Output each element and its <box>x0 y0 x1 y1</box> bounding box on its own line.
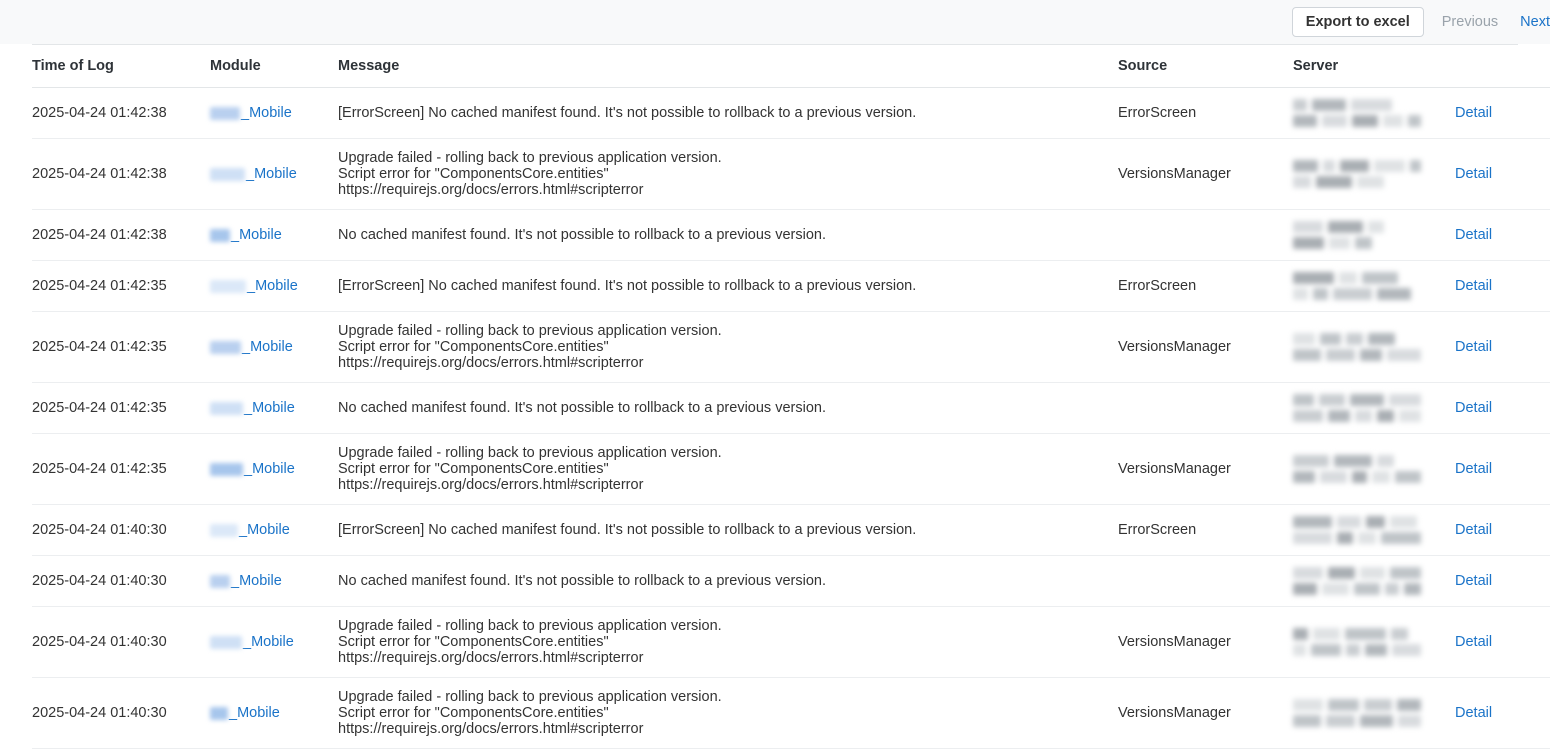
cell-source: VersionsManager <box>1118 678 1293 749</box>
message-line: Script error for "ComponentsCore.entities" <box>338 705 609 721</box>
table-row <box>32 556 1550 607</box>
redacted-server-line <box>1293 272 1421 284</box>
message-line: https://requirejs.org/docs/errors.html#scripterror <box>338 355 644 371</box>
message-line: No cached manifest found. It's not possible to rollback to a previous version. <box>338 573 826 589</box>
log-table-body <box>32 88 1550 749</box>
redacted-block <box>1339 272 1357 284</box>
redacted-module-prefix <box>210 107 240 120</box>
cell-detail <box>1455 383 1550 434</box>
cell-source: ErrorScreen <box>1118 88 1293 139</box>
redacted-block <box>1293 471 1315 483</box>
redacted-server-value <box>1293 221 1421 249</box>
redacted-block <box>1398 715 1421 727</box>
cell-message <box>338 505 1118 556</box>
cell-module <box>210 556 338 607</box>
redacted-server-line <box>1293 99 1421 111</box>
redacted-block <box>1354 583 1380 595</box>
redacted-server-value <box>1293 628 1421 656</box>
detail-link[interactable]: Detail <box>1455 634 1493 650</box>
redacted-module-prefix <box>210 524 238 537</box>
redacted-block <box>1293 99 1307 111</box>
redacted-block <box>1293 115 1317 127</box>
redacted-server-value <box>1293 455 1421 483</box>
column-header-module: Module <box>210 45 338 88</box>
redacted-server-line <box>1293 471 1421 483</box>
cell-message <box>338 312 1118 383</box>
cell-detail <box>1455 312 1550 383</box>
cell-message <box>338 556 1118 607</box>
cell-server <box>1293 607 1455 678</box>
redacted-block <box>1355 410 1371 422</box>
module-name-label[interactable]: _Mobile <box>243 634 294 650</box>
redacted-server-line <box>1293 516 1421 528</box>
cell-source: VersionsManager <box>1118 607 1293 678</box>
cell-detail <box>1455 505 1550 556</box>
redacted-block <box>1293 699 1323 711</box>
redacted-block <box>1293 288 1308 300</box>
redacted-module-prefix <box>210 168 245 181</box>
cell-source: VersionsManager <box>1118 139 1293 210</box>
module-link[interactable] <box>210 339 332 355</box>
cell-module <box>210 261 338 312</box>
cell-message <box>338 434 1118 505</box>
cell-module <box>210 383 338 434</box>
pagination <box>1442 14 1550 30</box>
table-row <box>32 261 1550 312</box>
redacted-block <box>1360 567 1385 579</box>
redacted-module-prefix <box>210 402 243 415</box>
cell-module <box>210 210 338 261</box>
redacted-server-line <box>1293 410 1421 422</box>
cell-message <box>338 261 1118 312</box>
redacted-module-prefix <box>210 707 228 720</box>
cell-time-of-log: 2025-04-24 01:42:38 <box>32 88 210 139</box>
redacted-block <box>1395 471 1421 483</box>
redacted-block <box>1383 115 1403 127</box>
redacted-block <box>1350 394 1384 406</box>
redacted-block <box>1293 715 1321 727</box>
cell-time-of-log: 2025-04-24 01:42:35 <box>32 261 210 312</box>
cell-source <box>1118 210 1293 261</box>
redacted-block <box>1360 349 1382 361</box>
cell-module <box>210 312 338 383</box>
module-name-label[interactable]: _Mobile <box>231 227 282 243</box>
cell-detail <box>1455 88 1550 139</box>
redacted-server-line <box>1293 221 1421 233</box>
table-row <box>32 505 1550 556</box>
message-line: Script error for "ComponentsCore.entities" <box>338 634 609 650</box>
redacted-module-prefix <box>210 636 242 649</box>
redacted-block <box>1390 567 1421 579</box>
message-line: https://requirejs.org/docs/errors.html#scripterror <box>338 182 644 198</box>
cell-message <box>338 607 1118 678</box>
redacted-block <box>1372 471 1390 483</box>
redacted-block <box>1365 644 1388 656</box>
module-link[interactable] <box>210 461 332 477</box>
redacted-block <box>1340 160 1369 172</box>
redacted-block <box>1390 516 1417 528</box>
cell-module <box>210 505 338 556</box>
redacted-block <box>1313 288 1328 300</box>
redacted-block <box>1293 272 1334 284</box>
detail-link[interactable]: Detail <box>1455 522 1493 538</box>
redacted-server-value <box>1293 567 1421 595</box>
redacted-block <box>1346 333 1363 345</box>
detail-link[interactable]: Detail <box>1455 227 1493 243</box>
redacted-server-line <box>1293 160 1421 172</box>
cell-time-of-log: 2025-04-24 01:42:38 <box>32 139 210 210</box>
redacted-block <box>1293 176 1311 188</box>
redacted-block <box>1326 715 1354 727</box>
redacted-block <box>1329 237 1350 249</box>
cell-detail <box>1455 556 1550 607</box>
cell-time-of-log: 2025-04-24 01:40:30 <box>32 607 210 678</box>
module-link[interactable] <box>210 573 332 589</box>
column-header-source: Source <box>1118 45 1293 88</box>
redacted-block <box>1293 160 1318 172</box>
module-name-label[interactable]: _Mobile <box>229 705 280 721</box>
column-header-time-of-log: Time of Log <box>32 45 210 88</box>
module-link[interactable] <box>210 227 332 243</box>
module-name-label[interactable]: _Mobile <box>244 400 295 416</box>
message-line: No cached manifest found. It's not possible to rollback to a previous version. <box>338 400 826 416</box>
module-link[interactable] <box>210 522 332 538</box>
cell-time-of-log: 2025-04-24 01:42:35 <box>32 434 210 505</box>
redacted-block <box>1377 410 1394 422</box>
redacted-block <box>1316 176 1352 188</box>
redacted-block <box>1377 288 1411 300</box>
redacted-server-line <box>1293 115 1421 127</box>
redacted-server-line <box>1293 455 1421 467</box>
cell-detail <box>1455 678 1550 749</box>
redacted-block <box>1381 532 1421 544</box>
detail-link[interactable]: Detail <box>1455 166 1493 182</box>
redacted-block <box>1333 288 1372 300</box>
message-line: Upgrade failed - rolling back to previous application version. <box>338 150 722 166</box>
detail-link[interactable]: Detail <box>1455 461 1493 477</box>
module-name-label[interactable]: _Mobile <box>246 166 297 182</box>
message-line: [ErrorScreen] No cached manifest found. It's not possible to rollback to a previous version. <box>338 522 917 538</box>
redacted-block <box>1320 471 1347 483</box>
redacted-block <box>1293 532 1332 544</box>
redacted-block <box>1410 160 1421 172</box>
cell-detail <box>1455 434 1550 505</box>
cell-module <box>210 139 338 210</box>
cell-message <box>338 210 1118 261</box>
redacted-module-prefix <box>210 229 230 242</box>
redacted-block <box>1387 349 1421 361</box>
redacted-block <box>1319 394 1345 406</box>
message-line: Upgrade failed - rolling back to previous application version. <box>338 445 722 461</box>
redacted-server-line <box>1293 288 1421 300</box>
table-row <box>32 210 1550 261</box>
module-link[interactable] <box>210 166 332 182</box>
cell-server <box>1293 312 1455 383</box>
redacted-server-value <box>1293 272 1421 300</box>
redacted-module-prefix <box>210 463 243 476</box>
redacted-block <box>1364 699 1392 711</box>
redacted-block <box>1293 394 1314 406</box>
module-name-label[interactable]: _Mobile <box>247 278 298 294</box>
redacted-block <box>1374 160 1405 172</box>
redacted-block <box>1377 455 1394 467</box>
redacted-block <box>1357 176 1384 188</box>
cell-source: ErrorScreen <box>1118 505 1293 556</box>
module-name-label[interactable]: _Mobile <box>239 522 290 538</box>
redacted-module-prefix <box>210 280 246 293</box>
redacted-server-line <box>1293 583 1421 595</box>
redacted-server-line <box>1293 699 1421 711</box>
module-name-label[interactable]: _Mobile <box>231 573 282 589</box>
module-name-label[interactable]: _Mobile <box>244 461 295 477</box>
redacted-server-value <box>1293 99 1421 127</box>
cell-server <box>1293 383 1455 434</box>
redacted-block <box>1293 628 1308 640</box>
message-line: https://requirejs.org/docs/errors.html#scripterror <box>338 721 644 737</box>
message-line: https://requirejs.org/docs/errors.html#scripterror <box>338 477 644 493</box>
redacted-block <box>1352 115 1378 127</box>
redacted-block <box>1328 221 1363 233</box>
redacted-module-prefix <box>210 341 241 354</box>
detail-link[interactable]: Detail <box>1455 573 1493 589</box>
module-name-label[interactable]: _Mobile <box>242 339 293 355</box>
cell-server <box>1293 678 1455 749</box>
log-table-container <box>32 44 1518 749</box>
column-header-message: Message <box>338 45 1118 88</box>
redacted-block <box>1392 644 1421 656</box>
message-line: https://requirejs.org/docs/errors.html#scripterror <box>338 650 644 666</box>
cell-server <box>1293 88 1455 139</box>
message-line: Script error for "ComponentsCore.entities" <box>338 461 609 477</box>
cell-time-of-log: 2025-04-24 01:40:30 <box>32 556 210 607</box>
detail-link[interactable]: Detail <box>1455 400 1493 416</box>
redacted-block <box>1328 410 1350 422</box>
detail-link[interactable]: Detail <box>1455 105 1493 121</box>
toolbar <box>0 0 1550 44</box>
message-line: Upgrade failed - rolling back to previous application version. <box>338 323 722 339</box>
table-row <box>32 678 1550 749</box>
redacted-server-line <box>1293 644 1421 656</box>
redacted-block <box>1293 583 1317 595</box>
redacted-block <box>1293 567 1323 579</box>
table-row <box>32 88 1550 139</box>
redacted-block <box>1351 99 1392 111</box>
cell-server <box>1293 261 1455 312</box>
redacted-server-value <box>1293 160 1421 188</box>
redacted-block <box>1311 644 1341 656</box>
redacted-block <box>1293 455 1329 467</box>
redacted-server-line <box>1293 532 1421 544</box>
cell-time-of-log: 2025-04-24 01:42:35 <box>32 383 210 434</box>
cell-detail <box>1455 261 1550 312</box>
cell-module <box>210 678 338 749</box>
cell-server <box>1293 210 1455 261</box>
redacted-server-value <box>1293 333 1421 361</box>
next-page-link[interactable]: Next <box>1520 14 1550 30</box>
log-table <box>32 45 1550 749</box>
export-to-excel-button[interactable]: Export to excel <box>1292 7 1424 38</box>
redacted-block <box>1337 532 1353 544</box>
redacted-block <box>1385 583 1399 595</box>
cell-time-of-log: 2025-04-24 01:42:38 <box>32 210 210 261</box>
redacted-block <box>1360 715 1393 727</box>
cell-source <box>1118 556 1293 607</box>
redacted-block <box>1346 644 1359 656</box>
message-line: Script error for "ComponentsCore.entities" <box>338 339 609 355</box>
redacted-block <box>1391 628 1408 640</box>
message-line: No cached manifest found. It's not possible to rollback to a previous version. <box>338 227 826 243</box>
cell-message <box>338 678 1118 749</box>
redacted-block <box>1293 349 1321 361</box>
redacted-block <box>1293 237 1324 249</box>
table-row <box>32 607 1550 678</box>
module-link[interactable] <box>210 105 332 121</box>
previous-page-link[interactable]: Previous <box>1441 14 1499 30</box>
cell-time-of-log: 2025-04-24 01:40:30 <box>32 505 210 556</box>
detail-link[interactable]: Detail <box>1455 278 1493 294</box>
column-header-actions <box>1455 45 1550 88</box>
redacted-server-value <box>1293 516 1421 544</box>
redacted-block <box>1293 221 1323 233</box>
cell-message <box>338 88 1118 139</box>
message-line: [ErrorScreen] No cached manifest found. It's not possible to rollback to a previous version. <box>338 278 917 294</box>
cell-module <box>210 434 338 505</box>
redacted-block <box>1323 160 1335 172</box>
cell-server <box>1293 505 1455 556</box>
cell-server <box>1293 556 1455 607</box>
redacted-block <box>1328 567 1355 579</box>
redacted-block <box>1366 516 1385 528</box>
redacted-block <box>1404 583 1421 595</box>
redacted-server-line <box>1293 394 1421 406</box>
module-name-label[interactable]: _Mobile <box>241 105 292 121</box>
redacted-server-value <box>1293 394 1421 422</box>
cell-message <box>338 139 1118 210</box>
message-line: [ErrorScreen] No cached manifest found. It's not possible to rollback to a previous version. <box>338 105 917 121</box>
redacted-block <box>1352 471 1367 483</box>
detail-link[interactable]: Detail <box>1455 705 1493 721</box>
redacted-block <box>1368 221 1384 233</box>
redacted-server-line <box>1293 237 1421 249</box>
log-table-head <box>32 45 1550 88</box>
redacted-server-value <box>1293 699 1421 727</box>
redacted-block <box>1293 516 1332 528</box>
module-link[interactable] <box>210 705 332 721</box>
cell-server <box>1293 139 1455 210</box>
redacted-block <box>1399 410 1421 422</box>
redacted-block <box>1358 532 1377 544</box>
message-line: Upgrade failed - rolling back to previous application version. <box>338 618 722 634</box>
message-line: Upgrade failed - rolling back to previous application version. <box>338 689 722 705</box>
redacted-block <box>1320 333 1341 345</box>
cell-detail <box>1455 607 1550 678</box>
cell-message <box>338 383 1118 434</box>
redacted-block <box>1322 115 1348 127</box>
cell-source <box>1118 383 1293 434</box>
table-row <box>32 383 1550 434</box>
redacted-server-line <box>1293 349 1421 361</box>
cell-time-of-log: 2025-04-24 01:40:30 <box>32 678 210 749</box>
redacted-server-line <box>1293 176 1421 188</box>
redacted-block <box>1389 394 1421 406</box>
redacted-server-line <box>1293 333 1421 345</box>
cell-source: ErrorScreen <box>1118 261 1293 312</box>
module-link[interactable] <box>210 634 332 650</box>
redacted-block <box>1337 516 1361 528</box>
redacted-block <box>1408 115 1421 127</box>
message-line: Script error for "ComponentsCore.entities" <box>338 166 609 182</box>
redacted-block <box>1313 628 1340 640</box>
cell-module <box>210 88 338 139</box>
cell-source: VersionsManager <box>1118 312 1293 383</box>
redacted-server-line <box>1293 628 1421 640</box>
cell-server <box>1293 434 1455 505</box>
cell-time-of-log: 2025-04-24 01:42:35 <box>32 312 210 383</box>
redacted-server-line <box>1293 715 1421 727</box>
cell-detail <box>1455 210 1550 261</box>
table-row <box>32 312 1550 383</box>
redacted-server-line <box>1293 567 1421 579</box>
redacted-block <box>1355 237 1372 249</box>
redacted-block <box>1322 583 1349 595</box>
table-header-row <box>32 45 1550 88</box>
cell-detail <box>1455 139 1550 210</box>
redacted-block <box>1293 333 1315 345</box>
redacted-block <box>1368 333 1395 345</box>
table-row <box>32 434 1550 505</box>
redacted-block <box>1328 699 1359 711</box>
redacted-block <box>1334 455 1372 467</box>
redacted-block <box>1293 644 1306 656</box>
redacted-block <box>1397 699 1421 711</box>
cell-module <box>210 607 338 678</box>
detail-link[interactable]: Detail <box>1455 339 1493 355</box>
redacted-module-prefix <box>210 575 230 588</box>
redacted-block <box>1326 349 1356 361</box>
table-row <box>32 139 1550 210</box>
column-header-server: Server <box>1293 45 1455 88</box>
redacted-block <box>1312 99 1346 111</box>
redacted-block <box>1345 628 1386 640</box>
cell-source: VersionsManager <box>1118 434 1293 505</box>
redacted-block <box>1362 272 1398 284</box>
redacted-block <box>1293 410 1323 422</box>
module-link[interactable] <box>210 400 332 416</box>
module-link[interactable] <box>210 278 332 294</box>
